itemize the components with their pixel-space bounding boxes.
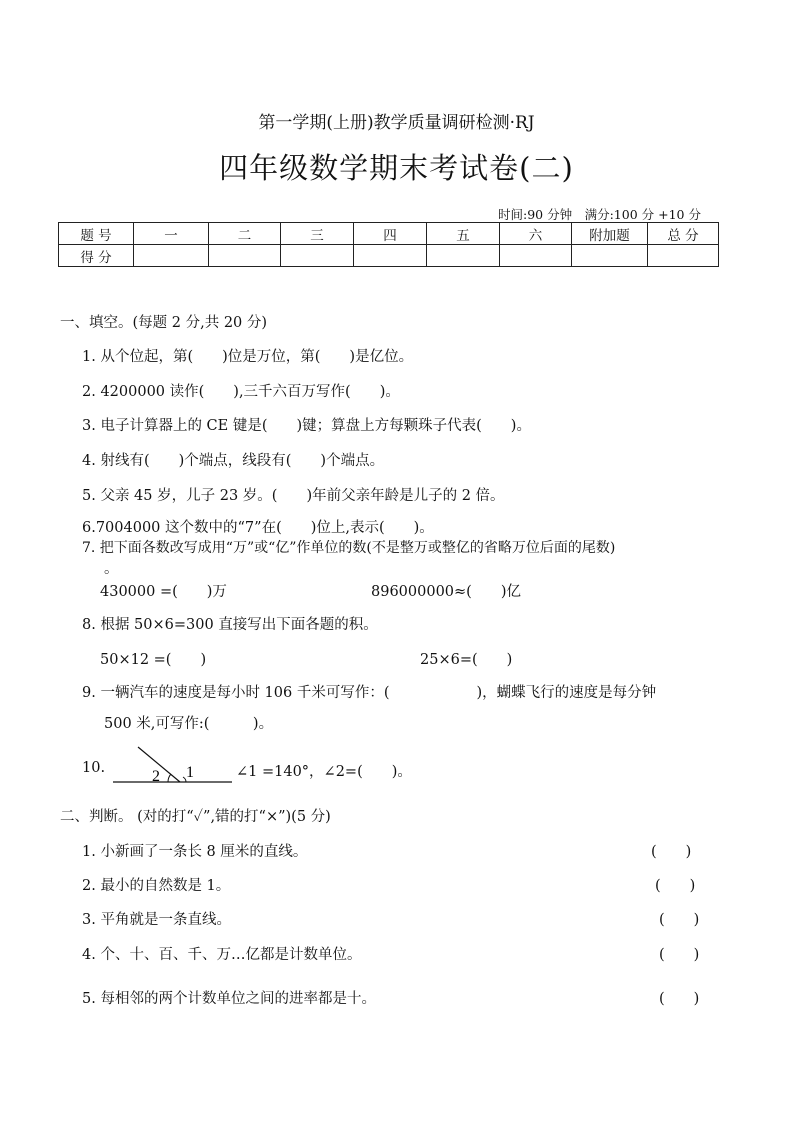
judge-answer-2[interactable]: ( ) (655, 878, 696, 894)
table-cell: 总 分 (648, 223, 719, 245)
question-10-number: 10. (82, 760, 106, 776)
question-2: 2. 4200000 读作( ),三千六百万写作( )。 (82, 384, 400, 400)
time-and-score-info: 时间:90 分钟 满分:100 分 +10 分 (498, 207, 701, 222)
table-cell: 题 号 (59, 223, 134, 245)
score-table (58, 222, 719, 267)
question-8-part-b: 25×6=( ) (420, 652, 513, 668)
table-cell: 五 (427, 223, 500, 245)
question-7-part-a: 430000 =( )万 (100, 584, 227, 600)
angle-label-1: 1 (186, 764, 194, 781)
judge-answer-5[interactable]: ( ) (659, 991, 700, 1007)
judge-item-1: 1. 小新画了一条长 8 厘米的直线。 (82, 844, 308, 860)
question-10-text: ∠1 =140°，∠2=( )。 (236, 764, 412, 780)
question-8-part-a: 50×12 =( ) (100, 652, 207, 668)
question-6: 6.7004000 这个数中的“7”在( )位上,表示( )。 (82, 520, 434, 536)
score-cell[interactable] (648, 245, 719, 267)
judge-item-4: 4. 个、十、百、千、万…亿都是计数单位。 (82, 947, 362, 963)
question-9-line1: 9. 一辆汽车的速度是每小时 106 千米可写作：( )，蝴蝶飞行的速度是每分钟 (82, 685, 657, 701)
question-7: 7. 把下面各数改写成用“万”或“亿”作单位的数(不是整万或整亿的省略万位后面的尾数) (82, 540, 616, 556)
judge-item-2: 2. 最小的自然数是 1。 (82, 878, 231, 894)
score-cell[interactable] (354, 245, 427, 267)
judge-answer-1[interactable]: ( ) (651, 844, 692, 860)
exam-title: 四年级数学期末考试卷(二) (219, 151, 574, 185)
judge-item-5: 5. 每相邻的两个计数单位之间的进率都是十。 (82, 991, 376, 1007)
table-cell: 得 分 (59, 245, 134, 267)
table-cell: 四 (354, 223, 427, 245)
table-cell: 三 (281, 223, 354, 245)
table-cell: 一 (134, 223, 209, 245)
score-cell[interactable] (427, 245, 500, 267)
table-cell: 附加题 (572, 223, 648, 245)
question-5: 5. 父亲 45 岁，儿子 23 岁。( )年前父亲年龄是儿子的 2 倍。 (82, 488, 505, 504)
section2-heading: 二、判断。 (对的打“✓”,错的打“×”)(5 分) (60, 809, 331, 825)
judge-item-3: 3. 平角就是一条直线。 (82, 912, 231, 928)
score-cell[interactable] (572, 245, 648, 267)
judge-answer-4[interactable]: ( ) (659, 947, 700, 963)
question-3: 3. 电子计算器上的 CE 键是( )键；算盘上方每颗珠子代表( )。 (82, 418, 531, 434)
score-cell[interactable] (134, 245, 209, 267)
question-9-line2: 500 米,可写作:( )。 (104, 716, 274, 732)
question-7-dot: 。 (104, 561, 119, 577)
table-cell: 二 (209, 223, 281, 245)
score-cell[interactable] (500, 245, 572, 267)
question-8: 8. 根据 50×6=300 直接写出下面各题的积。 (82, 617, 378, 633)
score-cell[interactable] (281, 245, 354, 267)
score-table-score-row (59, 245, 719, 267)
score-cell[interactable] (209, 245, 281, 267)
section1-heading: 一、填空。(每题 2 分,共 20 分) (60, 315, 268, 331)
table-cell: 六 (500, 223, 572, 245)
angle-label-2: 2 (152, 768, 160, 785)
question-1: 1. 从个位起，第( )位是万位，第( )是亿位。 (82, 349, 414, 365)
question-4: 4. 射线有( )个端点，线段有( )个端点。 (82, 453, 385, 469)
angle-diagram (110, 744, 235, 790)
question-7-part-b: 896000000≈( )亿 (371, 584, 521, 600)
judge-answer-3[interactable]: ( ) (659, 912, 700, 928)
exam-subtitle: 第一学期(上册)教学质量调研检测·RJ (258, 113, 535, 133)
score-table-header-row (59, 223, 719, 245)
